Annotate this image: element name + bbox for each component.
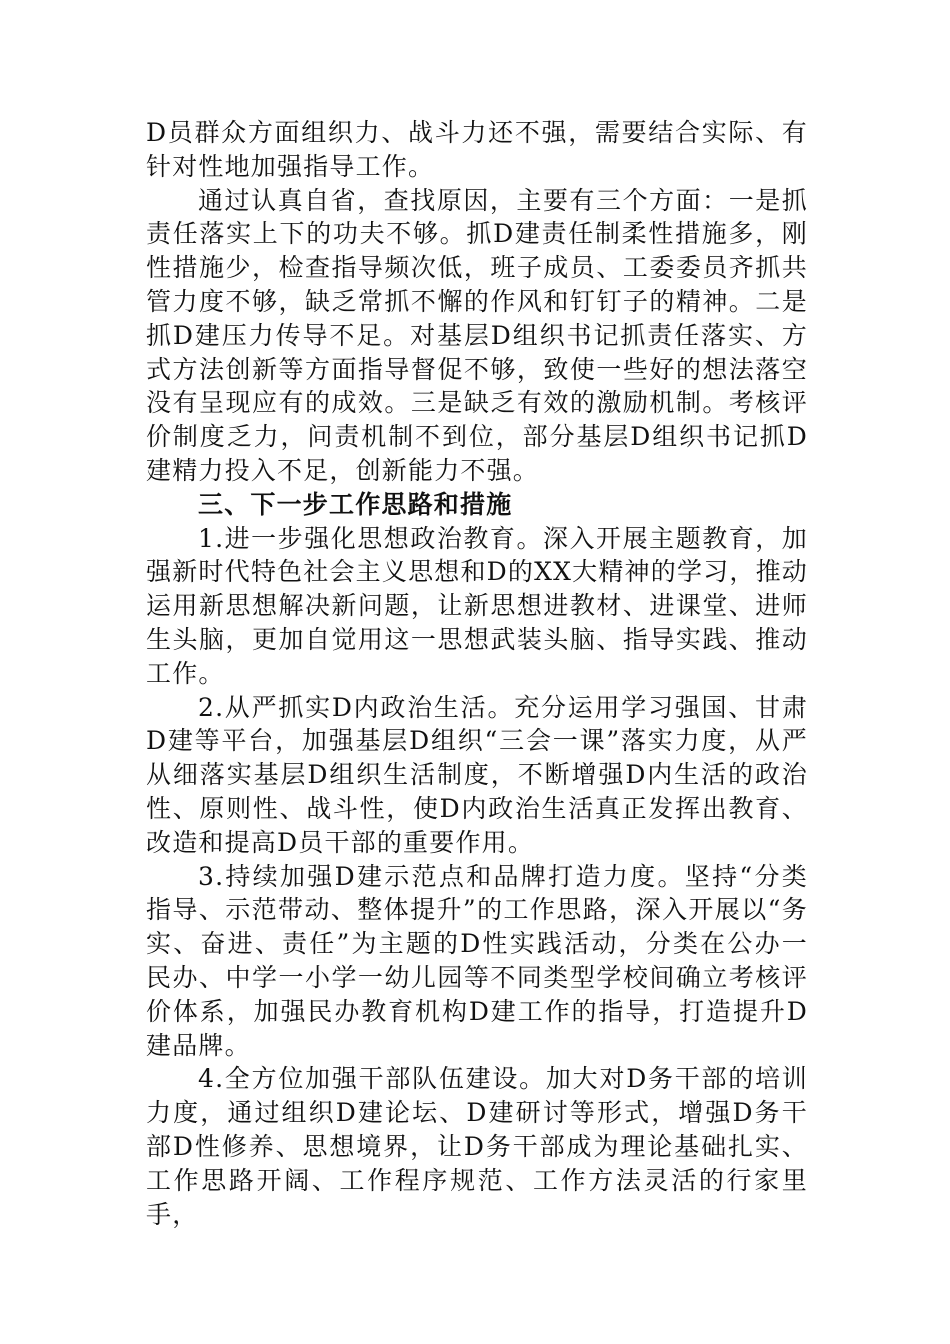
document-body xyxy=(146,116,808,1231)
paragraph-continuation: D员群众方面组织力、战斗力还不强，需要结合实际、有针对性地加强指导工作。 xyxy=(146,118,808,181)
paragraph-measure-2: 2.从严抓实D内政治生活。充分运用学习强国、甘肃D建等平台，加强基层D组织“三会一课”落实力度，从严从细落实基层D组织生活制度，不断增强D内生活的政治性、原则性、战斗性，使D内政治生活真正发挥出教育、改造和提高D员干部的重要作用。 xyxy=(146,692,808,857)
paragraph-reasons: 通过认真自省，查找原因，主要有三个方面：一是抓责任落实上下的功夫不够。抓D建责任制柔性措施多，刚性措施少，检查指导频次低，班子成员、工委委员齐抓共管力度不够，缺乏常抓不懈的作风和钉钉子的精神。二是抓D建压力传导不足。对基层D组织书记抓责任落实、方式方法创新等方面指导督促不够，致使一些好的想法落空没有呈现应有的成效。三是缺乏有效的激励机制。考核评价制度乏力，问责机制不到位，部分基层D组织书记抓D建精力投入不足，创新能力不强。 xyxy=(146,185,808,485)
section-heading: 三、下一步工作思路和措施 xyxy=(198,489,513,519)
paragraph-measure-4: 4.全方位加强干部队伍建设。加大对D务干部的培训力度，通过组织D建论坛、D建研讨等形式，增强D务干部D性修养、思想境界，让D务干部成为理论基础扎实、工作思路开阔、工作程序规范、工作方法灵活的行家里手， xyxy=(146,1064,808,1229)
paragraph-measure-1: 1.进一步强化思想政治教育。深入开展主题教育，加强新时代特色社会主义思想和D的XX大精神的学习，推动运用新思想解决新问题，让新思想进教材、进课堂、进师生头脑，更加自觉用这一思想武装头脑、指导实践、推动工作。 xyxy=(146,523,808,688)
paragraph-measure-3: 3.持续加强D建示范点和品牌打造力度。坚持“分类指导、示范带动、整体提升”的工作思路，深入开展以“务实、奋进、责任”为主题的D性实践活动，分类在公办一民办、中学一小学一幼儿园等不同类型学校间确立考核评价体系，加强民办教育机构D建工作的指导，打造提升D建品牌。 xyxy=(146,861,808,1060)
